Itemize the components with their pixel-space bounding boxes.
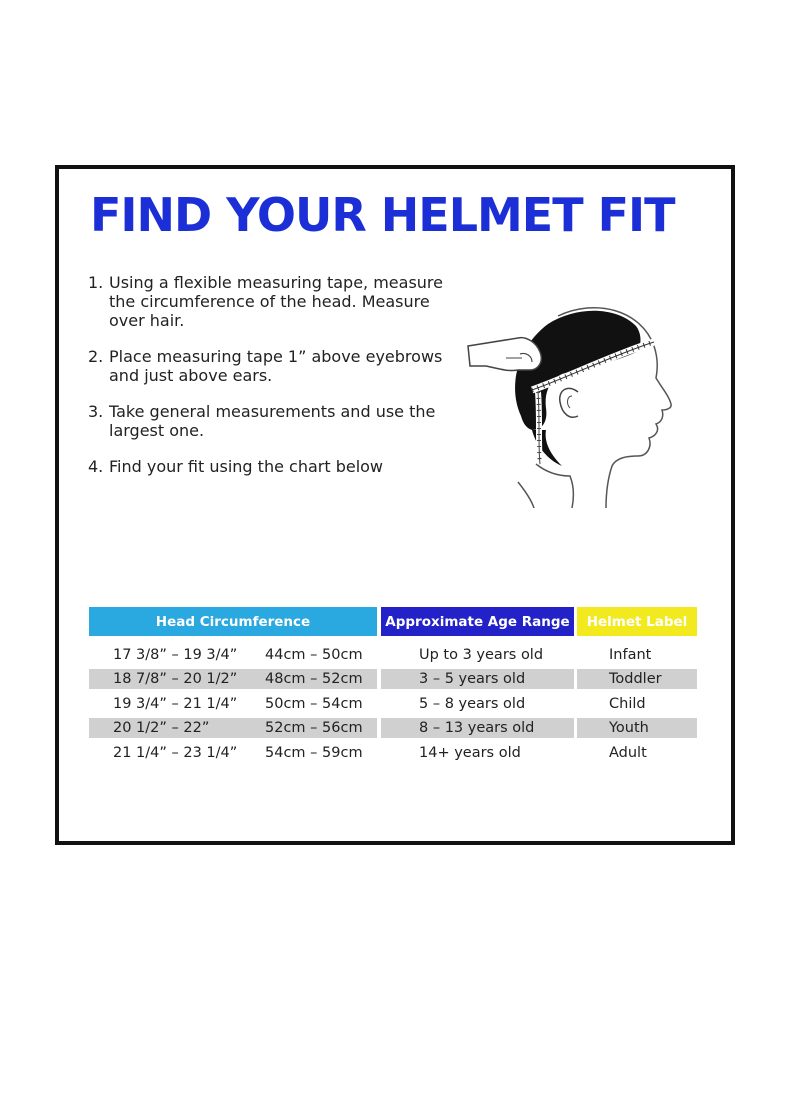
step-number: 1. bbox=[88, 273, 104, 292]
instruction-step bbox=[88, 457, 458, 476]
step-number: 3. bbox=[88, 402, 104, 421]
instruction-step bbox=[88, 402, 458, 440]
instruction-step bbox=[88, 273, 458, 330]
cell-label: Toddler bbox=[609, 671, 662, 688]
cell-age: 14+ years old bbox=[419, 744, 521, 761]
cell-inches: 18 7/8” – 20 1/2” bbox=[113, 671, 238, 688]
head-measuring-tape-icon bbox=[466, 296, 698, 508]
table-row bbox=[89, 669, 697, 693]
table-row bbox=[89, 645, 697, 669]
cell-cm: 54cm – 59cm bbox=[265, 744, 363, 761]
cell-cm: 48cm – 52cm bbox=[265, 671, 363, 688]
table-row bbox=[89, 743, 697, 767]
cell-age: 5 – 8 years old bbox=[419, 695, 526, 712]
cell-cm: 44cm – 50cm bbox=[265, 647, 363, 663]
step-text: Take general measurements and use the largest one. bbox=[109, 402, 436, 440]
header-head-circumference: Head Circumference bbox=[89, 607, 377, 636]
cell-label: Adult bbox=[609, 744, 647, 761]
instruction-list bbox=[88, 273, 458, 493]
size-chart-table bbox=[89, 607, 697, 767]
cell-inches: 20 1/2” – 22” bbox=[113, 720, 210, 737]
table-row bbox=[89, 694, 697, 718]
cell-inches: 19 3/4” – 21 1/4” bbox=[113, 695, 238, 712]
cell-age: Up to 3 years old bbox=[419, 647, 544, 663]
table-header bbox=[89, 607, 697, 636]
cell-cm: 52cm – 56cm bbox=[265, 720, 363, 737]
cell-inches: 21 1/4” – 23 1/4” bbox=[113, 744, 238, 761]
cell-age: 3 – 5 years old bbox=[419, 671, 526, 688]
cell-cm: 50cm – 54cm bbox=[265, 695, 363, 712]
step-text: Using a flexible measuring tape, measure the circumference of the head. Measure over hair. bbox=[109, 273, 443, 330]
cell-label: Child bbox=[609, 695, 646, 712]
cell-inches: 17 3/8” – 19 3/4” bbox=[113, 647, 238, 663]
step-text: Place measuring tape 1” above eyebrows and just above ears. bbox=[109, 347, 443, 385]
page-title: FIND YOUR HELMET FIT bbox=[90, 188, 675, 242]
cell-label: Youth bbox=[609, 720, 649, 737]
header-age-range: Approximate Age Range bbox=[381, 607, 574, 636]
table-row bbox=[89, 718, 697, 742]
step-number: 2. bbox=[88, 347, 104, 366]
cell-age: 8 – 13 years old bbox=[419, 720, 535, 737]
step-text: Find your fit using the chart below bbox=[109, 457, 384, 476]
header-helmet-label: Helmet Label bbox=[577, 607, 697, 636]
cell-label: Infant bbox=[609, 647, 652, 663]
instruction-step bbox=[88, 347, 458, 385]
step-number: 4. bbox=[88, 457, 104, 476]
